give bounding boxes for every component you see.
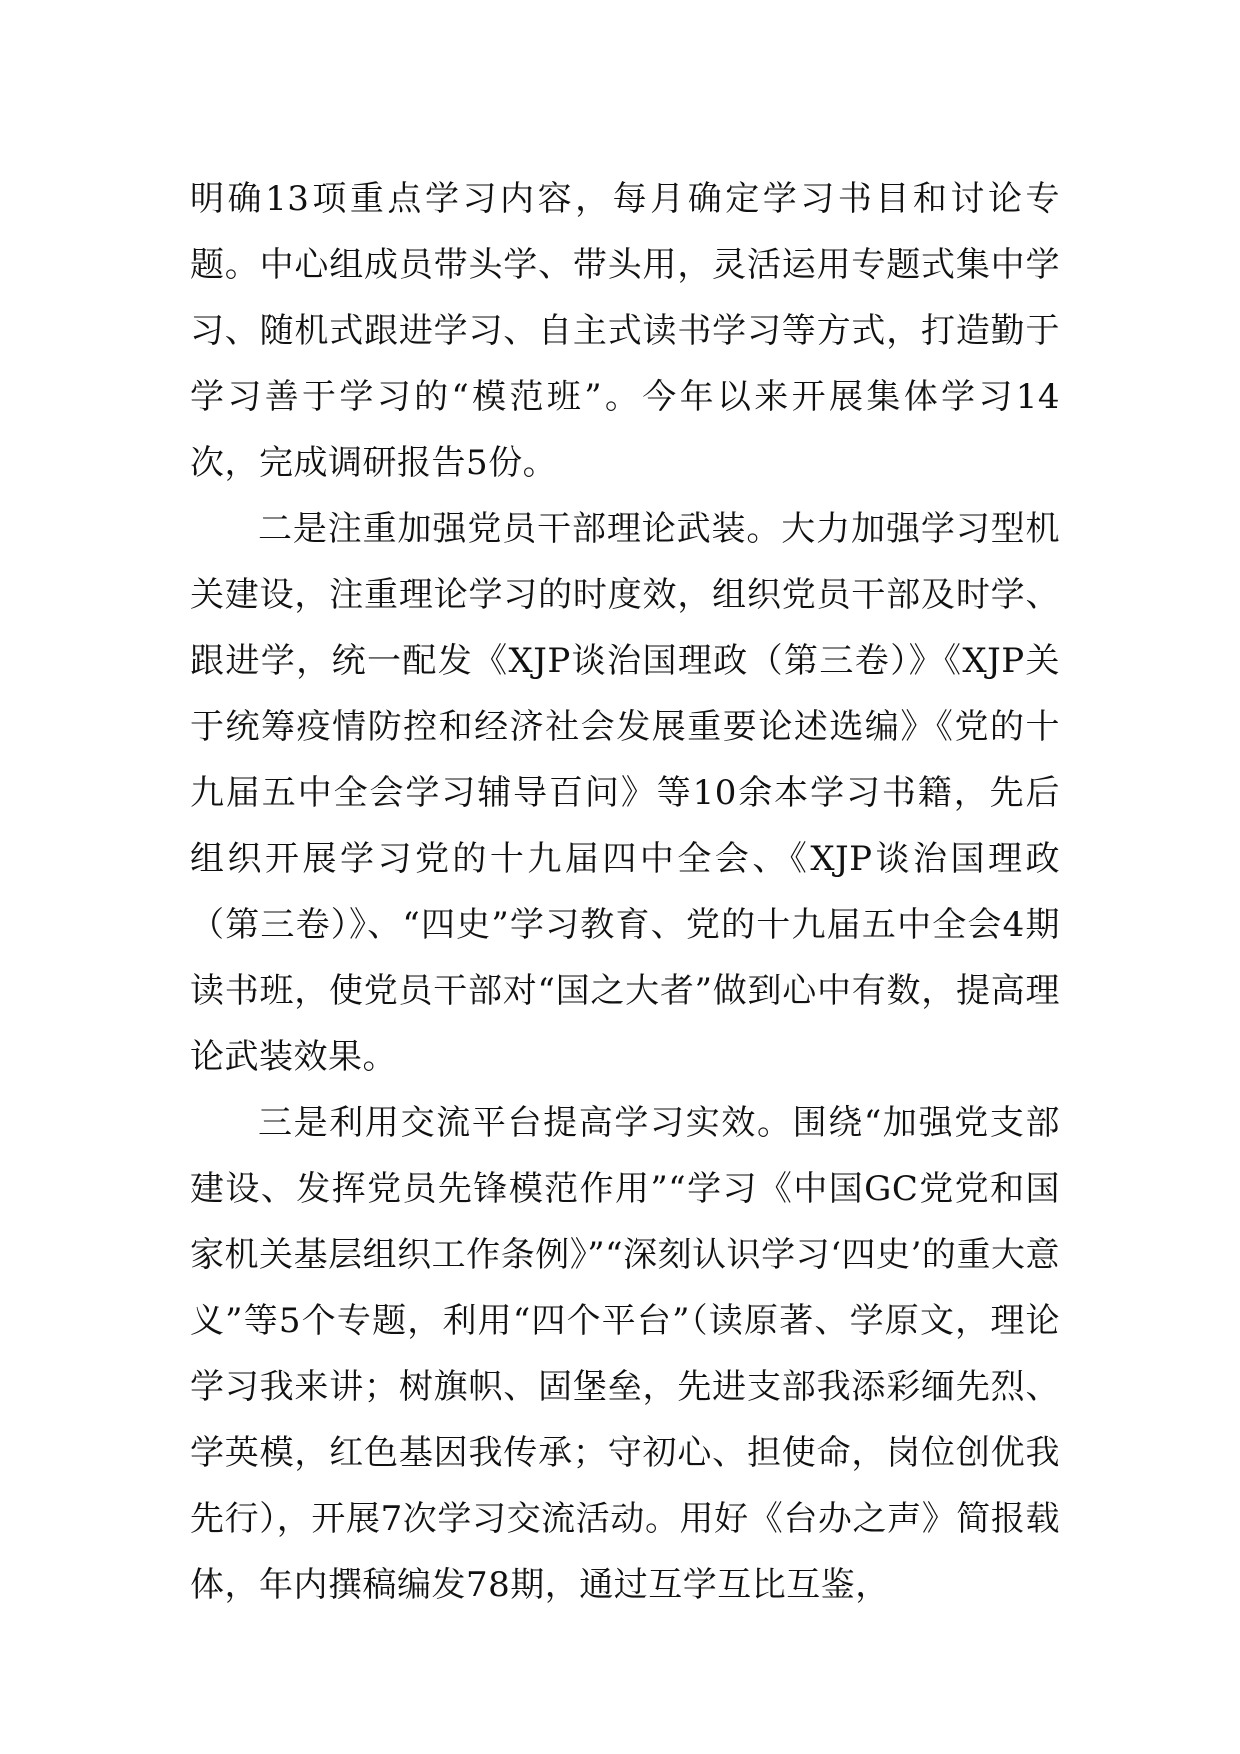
- paragraph-theory-arming: 二是注重加强党员干部理论武装。大力加强学习型机关建设，注重理论学习的时度效，组织党员干部及时学、跟进学，统一配发《XJP谈治国理政（第三卷）》《XJP关于统筹疫情防控和经济社会发展重要论述选编》《党的十九届五中全会学习辅导百问》等10余本学习书籍，先后组织开展学习党的十九届四中全会、《XJP谈治国理政（第三卷）》、“四史”学习教育、党的十九届五中全会4期读书班，使党员干部对“国之大者”做到心中有数，提高理论武装效果。: [190, 509, 1060, 1077]
- paragraph-continuation: 明确13项重点学习内容，每月确定学习书目和讨论专题。中心组成员带头学、带头用，灵活运用专题式集中学习、随机式跟进学习、自主式读书学习等方式，打造勤于学习善于学习的“模范班”。今年以来开展集体学习14次，完成调研报告5份。: [190, 179, 1060, 483]
- document-body: [190, 166, 1060, 1618]
- paragraph-exchange-platform: 三是利用交流平台提高学习实效。围绕“加强党支部建设、发挥党员先锋模范作用”“学习《中国GC党党和国家机关基层组织工作条例》”“深刻认识学习‘四史’的重大意义”等5个专题，利用“四个平台”（读原著、学原文，理论学习我来讲；树旗帜、固堡垒，先进支部我添彩缅先烈、学英模，红色基因我传承；守初心、担使命，岗位创优我先行），开展7次学习交流活动。用好《台办之声》简报载体，年内撰稿编发78期，通过互学互比互鉴，: [190, 1103, 1060, 1605]
